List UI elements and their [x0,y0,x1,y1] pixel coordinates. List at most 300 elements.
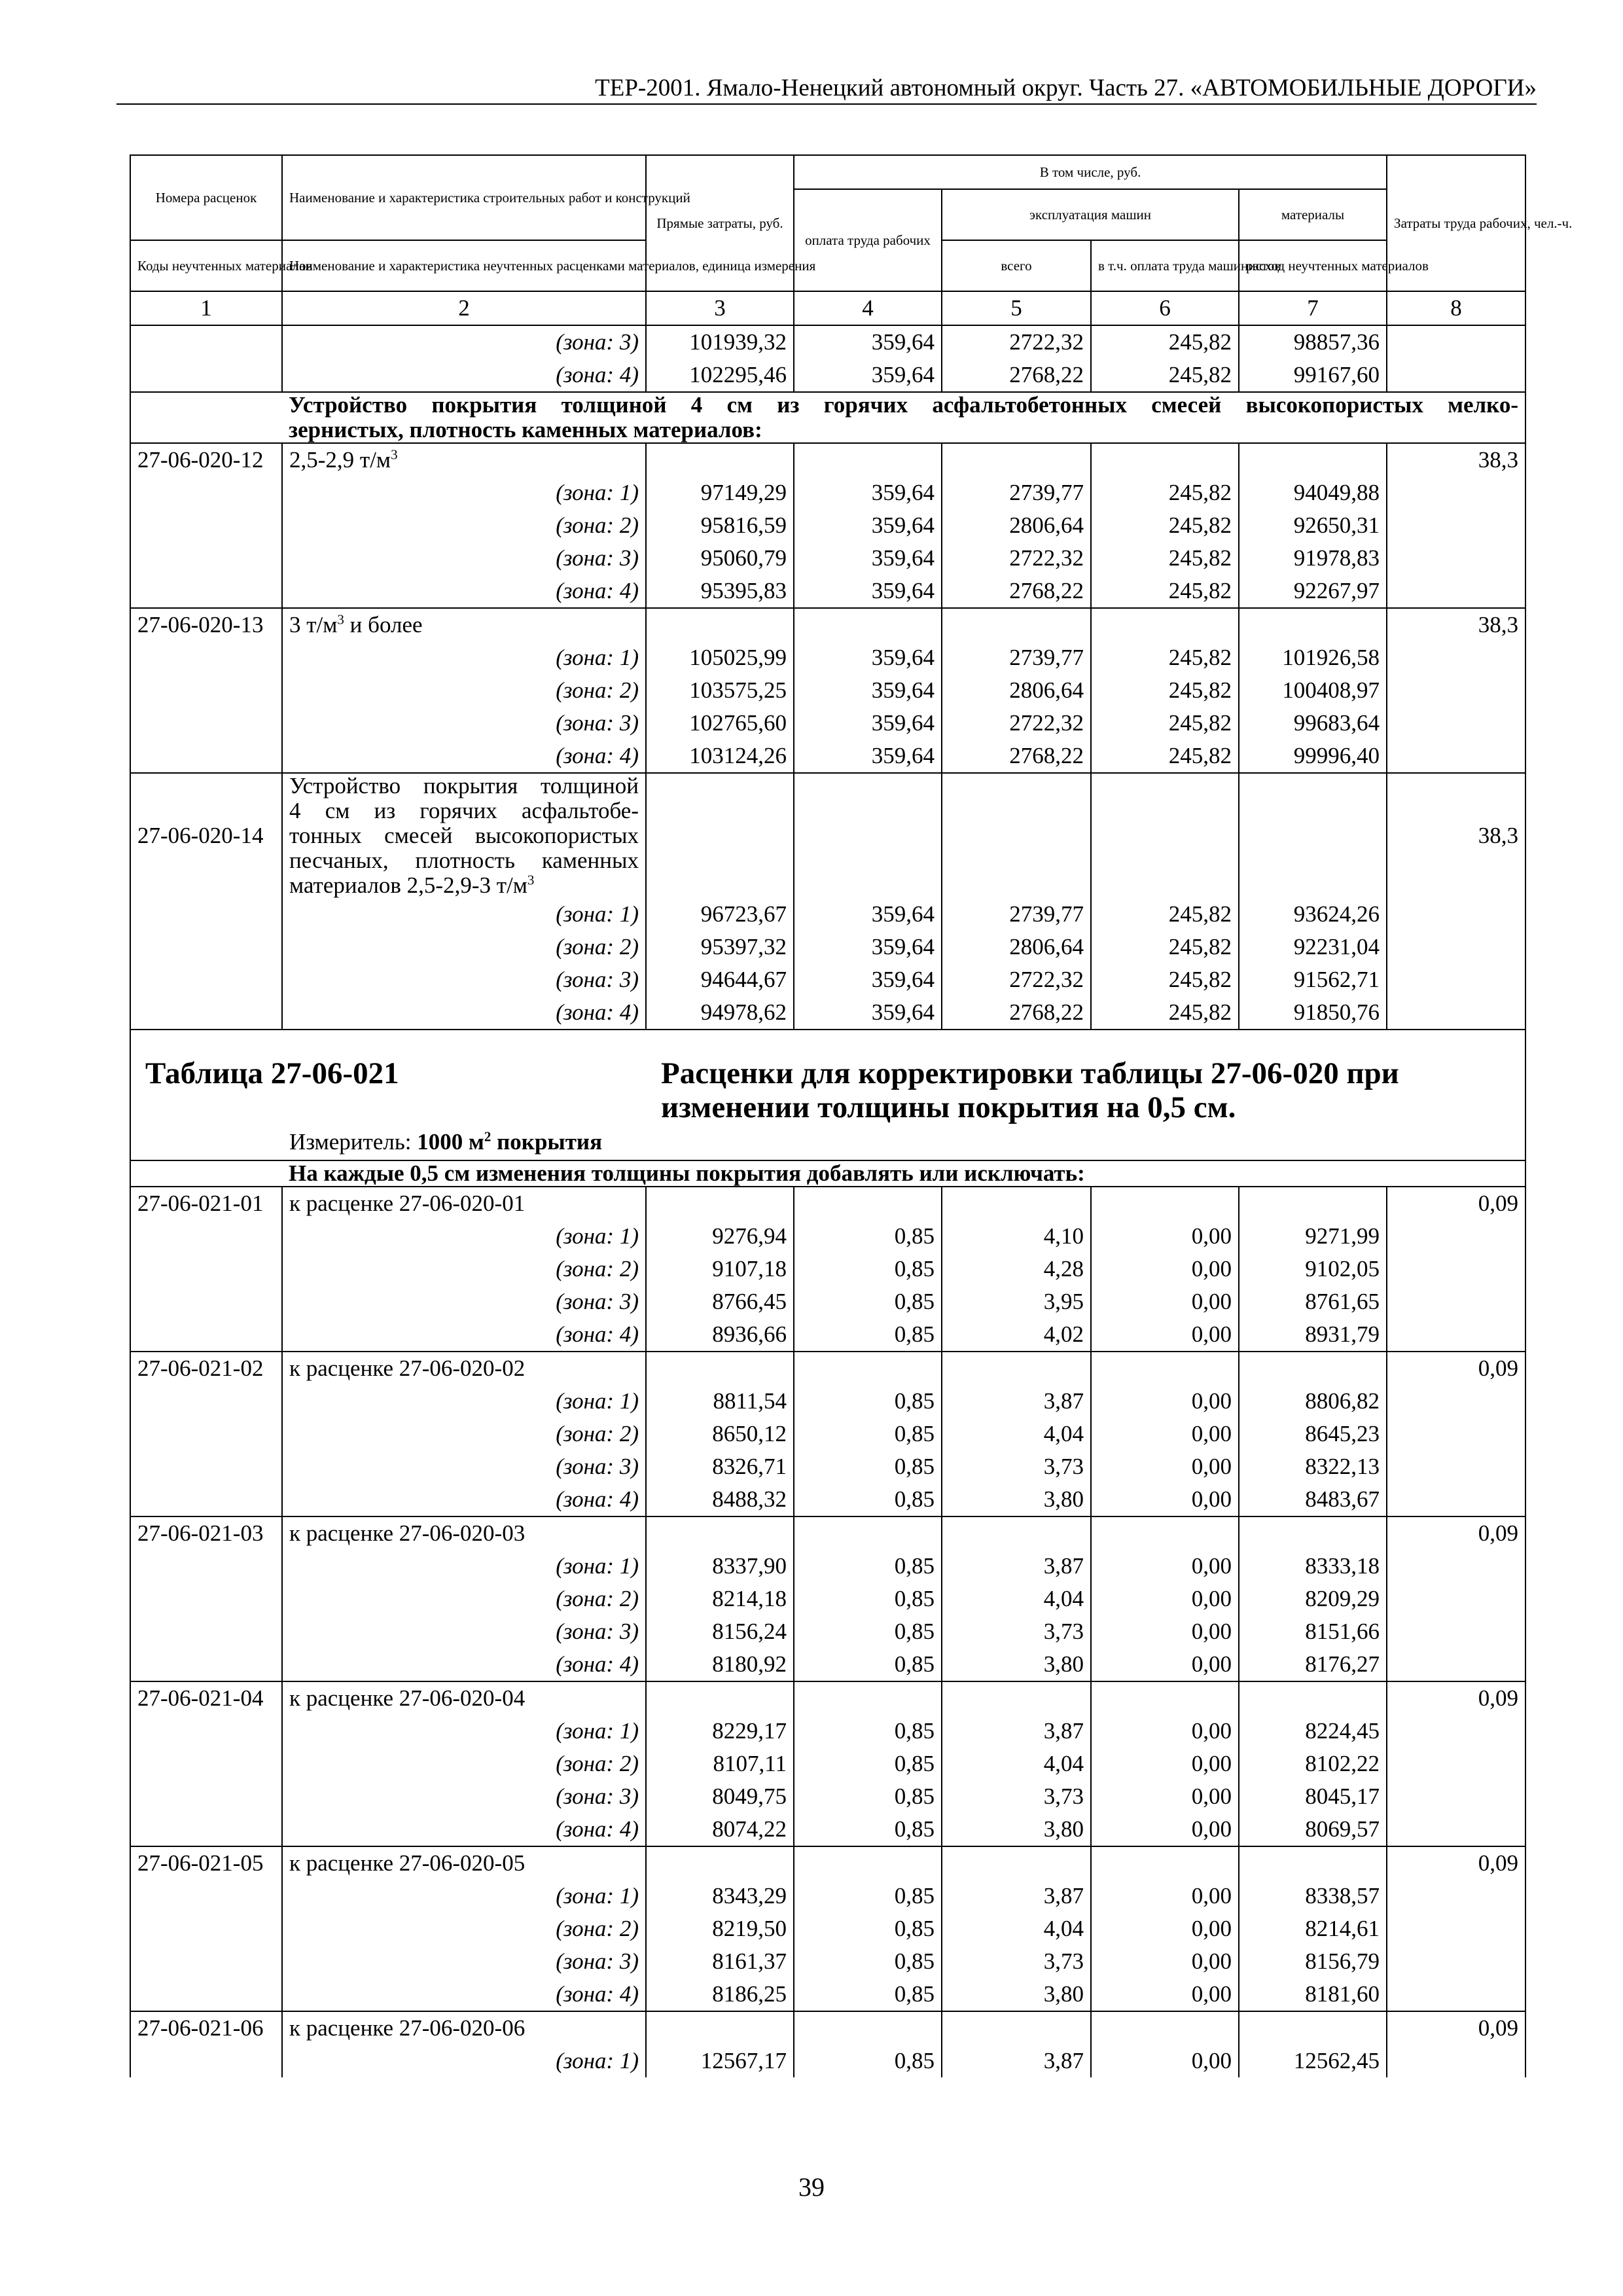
labor-empty [1387,641,1525,674]
direct-costs: 103124,26 [646,740,794,773]
direct-costs: 96723,67 [646,898,794,931]
table-title-wrap [137,1056,1518,1124]
table-row [130,1780,1525,1813]
labor-pay: 0,85 [794,1715,942,1748]
labor-empty [1387,2045,1525,2077]
rate-row [130,2011,1525,2045]
zone-label: (зона: 3) [282,707,646,740]
header-row [130,155,1525,189]
machines-total: 4,28 [942,1253,1091,1285]
machines-total: 3,87 [942,1550,1091,1583]
machinist-pay: 245,82 [1091,641,1239,674]
labor-empty [1387,1550,1525,1583]
header-unaccounted-name: Наименование и характеристика неучтенных расценками материалов, единица измерения [282,240,646,291]
meter-label: Измеритель: [289,1129,418,1155]
rate-code-empty [130,1418,282,1450]
labor-empty [1387,509,1525,542]
table-row [130,707,1525,740]
empty-cell [1239,1352,1387,1385]
empty-cell [794,1846,942,1880]
direct-costs: 97149,29 [646,476,794,509]
table-row [130,1583,1525,1615]
column-number: 3 [646,291,794,325]
rate-code-empty [130,1385,282,1418]
rate-code-empty [130,898,282,931]
zone-label: (зона: 3) [282,1450,646,1483]
header-rate-numbers: Номера расценок [130,155,282,240]
machinist-pay: 245,82 [1091,325,1239,359]
labor-pay: 359,64 [794,996,942,1030]
direct-costs: 95060,79 [646,542,794,575]
zone-label: (зона: 4) [282,359,646,392]
table-row [130,1715,1525,1748]
rate-code-empty [130,674,282,707]
direct-costs: 95397,32 [646,931,794,963]
machines-total: 3,73 [942,1780,1091,1813]
rate-name-line: тонных смесей высокопористых [289,823,639,848]
labor-cost: 38,3 [1387,773,1525,898]
zone-label: (зона: 4) [282,1483,646,1516]
materials-value: 8102,22 [1239,1748,1387,1780]
machinist-pay: 0,00 [1091,2045,1239,2077]
machinist-pay: 245,82 [1091,740,1239,773]
rate-name-text: к расценке 27-06-020-04 [289,1685,526,1711]
header-labor: Затраты труда рабочих, чел.-ч. [1387,155,1525,291]
direct-costs: 8156,24 [646,1615,794,1648]
direct-costs: 8107,11 [646,1748,794,1780]
direct-costs: 9107,18 [646,1253,794,1285]
machines-total: 3,73 [942,1450,1091,1483]
empty-cell [942,773,1091,898]
materials-value: 8224,45 [1239,1715,1387,1748]
direct-costs: 102295,46 [646,359,794,392]
rates-table [130,154,1573,2077]
empty-cell [794,2011,942,2045]
rate-name-line: песчаных, плотность каменных [289,848,639,873]
empty-cell [646,1846,794,1880]
labor-pay: 359,64 [794,325,942,359]
rate-name [282,1846,646,1880]
materials-value: 94049,88 [1239,476,1387,509]
machinist-pay: 245,82 [1091,898,1239,931]
machinist-pay: 0,00 [1091,1550,1239,1583]
rate-name [282,1352,646,1385]
labor-pay: 359,64 [794,509,942,542]
labor-empty [1387,325,1525,359]
table-row [130,674,1525,707]
empty-cell [942,1681,1091,1715]
materials-value: 8333,18 [1239,1550,1387,1583]
labor-pay: 0,85 [794,1813,942,1846]
table-row [130,1748,1525,1780]
empty-cell [942,1516,1091,1550]
labor-pay: 0,85 [794,2045,942,2077]
rate-code: 27-06-021-03 [130,1516,282,1550]
materials-value: 8156,79 [1239,1945,1387,1978]
direct-costs: 8161,37 [646,1945,794,1978]
labor-empty [1387,674,1525,707]
zone-label: (зона: 4) [282,996,646,1030]
zone-label: (зона: 3) [282,542,646,575]
rate-row [130,773,1525,898]
table-row [130,542,1525,575]
materials-value: 8338,57 [1239,1880,1387,1912]
machines-total: 3,87 [942,1385,1091,1418]
empty-cell [942,2011,1091,2045]
materials-value: 91562,71 [1239,963,1387,996]
machinist-pay: 0,00 [1091,1483,1239,1516]
labor-empty [1387,575,1525,608]
rate-code-empty [130,1253,282,1285]
rate-row [130,1187,1525,1220]
machines-total: 2806,64 [942,509,1091,542]
labor-empty [1387,1912,1525,1945]
section-title-line: На каждые 0,5 см изменения толщины покрытия добавлять или исключать: [289,1160,1085,1186]
machines-total: 3,87 [942,1880,1091,1912]
machinist-pay: 0,00 [1091,1220,1239,1253]
zone-label: (зона: 2) [282,674,646,707]
machines-total: 2768,22 [942,740,1091,773]
table-row [130,325,1525,359]
labor-cost: 0,09 [1387,1187,1525,1220]
empty-cell [942,1846,1091,1880]
empty-cell [1239,773,1387,898]
machinist-pay: 245,82 [1091,931,1239,963]
table-title-line: изменении толщины покрытия на 0,5 см. [661,1090,1236,1124]
labor-cost: 0,09 [1387,1516,1525,1550]
rate-code-empty [130,996,282,1030]
zone-label: (зона: 1) [282,2045,646,2077]
table-row [130,996,1525,1030]
labor-empty [1387,1780,1525,1813]
labor-pay: 359,64 [794,898,942,931]
zone-label: (зона: 3) [282,1285,646,1318]
machines-total: 3,87 [942,2045,1091,2077]
header-materials: материалы [1239,189,1387,240]
zone-label: (зона: 2) [282,1583,646,1615]
header-machinist-pay: в т.ч. оплата труда машинистов [1091,240,1239,291]
materials-value: 99683,64 [1239,707,1387,740]
empty-cell [130,1160,282,1187]
direct-costs: 8180,92 [646,1648,794,1681]
labor-empty [1387,1285,1525,1318]
machines-total: 2768,22 [942,996,1091,1030]
zone-label: (зона: 1) [282,1880,646,1912]
materials-value: 8645,23 [1239,1418,1387,1450]
empty-cell [1091,2011,1239,2045]
empty-cell [1239,1516,1387,1550]
labor-cost: 38,3 [1387,608,1525,641]
labor-pay: 359,64 [794,931,942,963]
machinist-pay: 0,00 [1091,1780,1239,1813]
section-title-line: Устройство покрытия толщиной 4 см из горячих асфальтобетонных смесей высокопористых мелко- [289,392,1519,418]
machines-total: 3,73 [942,1615,1091,1648]
machines-total: 3,80 [942,1813,1091,1846]
labor-pay: 359,64 [794,575,942,608]
rate-name-line: 4 см из горячих асфальтобе- [289,798,639,823]
rate-code-empty [130,1813,282,1846]
materials-value: 8214,61 [1239,1912,1387,1945]
zone-label: (зона: 3) [282,325,646,359]
header-machines: эксплуатация машин [942,189,1239,240]
direct-costs: 8214,18 [646,1583,794,1615]
direct-costs: 101939,32 [646,325,794,359]
table-row [130,575,1525,608]
machinist-pay: 0,00 [1091,1945,1239,1978]
labor-empty [1387,931,1525,963]
direct-costs: 8936,66 [646,1318,794,1352]
empty-cell [1091,1516,1239,1550]
materials-value: 101926,58 [1239,641,1387,674]
direct-costs: 102765,60 [646,707,794,740]
labor-pay: 0,85 [794,1318,942,1352]
machines-total: 2722,32 [942,963,1091,996]
table-title [661,1056,1399,1124]
empty-cell [646,608,794,641]
zone-label: (зона: 4) [282,575,646,608]
materials-value: 9102,05 [1239,1253,1387,1285]
table-row [130,1285,1525,1318]
labor-empty [1387,996,1525,1030]
rate-row [130,1681,1525,1715]
labor-pay: 359,64 [794,641,942,674]
header-incl: В том числе, руб. [794,155,1387,189]
rate-code-empty [130,1483,282,1516]
direct-costs: 8074,22 [646,1813,794,1846]
empty-cell [1091,773,1239,898]
empty-cell [1239,443,1387,476]
rate-name [282,443,646,476]
zone-label: (зона: 4) [282,1318,646,1352]
rate-row [130,1846,1525,1880]
zone-label: (зона: 1) [282,898,646,931]
materials-value: 99167,60 [1239,359,1387,392]
column-number: 4 [794,291,942,325]
direct-costs: 103575,25 [646,674,794,707]
machines-total: 4,02 [942,1318,1091,1352]
labor-pay: 0,85 [794,1253,942,1285]
empty-cell [942,608,1091,641]
table-row [130,1615,1525,1648]
rate-name-tail: и более [344,612,423,637]
labor-pay: 0,85 [794,1220,942,1253]
materials-value: 9271,99 [1239,1220,1387,1253]
labor-empty [1387,1450,1525,1483]
rate-code-empty [130,707,282,740]
table-row [130,1253,1525,1285]
materials-value: 8806,82 [1239,1385,1387,1418]
machinist-pay: 0,00 [1091,1648,1239,1681]
table-row [130,1220,1525,1253]
materials-value: 8483,67 [1239,1483,1387,1516]
empty-cell [794,773,942,898]
machines-total: 2768,22 [942,359,1091,392]
table-title-row [130,1030,1525,1160]
empty-cell [1091,1352,1239,1385]
machinist-pay: 0,00 [1091,1385,1239,1418]
column-number-row [130,291,1525,325]
rate-code-empty [130,1715,282,1748]
materials-value: 8931,79 [1239,1318,1387,1352]
zone-label: (зона: 1) [282,1385,646,1418]
rate-name-sup: 3 [527,872,535,888]
zone-label: (зона: 4) [282,1813,646,1846]
machinist-pay: 0,00 [1091,1978,1239,2011]
labor-empty [1387,476,1525,509]
empty-cell [130,392,282,443]
rate-code-empty [130,1978,282,2011]
table-label: Таблица 27-06-021 [145,1056,399,1090]
rate-code-empty [130,740,282,773]
meter-value [417,1129,602,1155]
zone-label: (зона: 1) [282,1715,646,1748]
labor-empty [1387,1220,1525,1253]
labor-pay: 359,64 [794,359,942,392]
empty-cell [646,2011,794,2045]
rate-code-empty [130,1285,282,1318]
header-labor-pay: оплата труда рабочих [794,189,942,291]
table-row [130,1912,1525,1945]
table-row [130,1418,1525,1450]
labor-empty [1387,542,1525,575]
labor-empty [1387,1880,1525,1912]
labor-pay: 0,85 [794,1550,942,1583]
labor-empty [1387,1583,1525,1615]
rate-code-empty [130,542,282,575]
table-row [130,476,1525,509]
materials-value: 8069,57 [1239,1813,1387,1846]
table-row [130,1648,1525,1681]
labor-pay: 0,85 [794,1978,942,2011]
empty-cell [646,773,794,898]
machinist-pay: 0,00 [1091,1813,1239,1846]
labor-empty [1387,707,1525,740]
meter-value-text: 1000 м [417,1129,484,1155]
machines-total: 3,95 [942,1285,1091,1318]
labor-pay: 0,85 [794,1583,942,1615]
table-row [130,1978,1525,2011]
machinist-pay: 245,82 [1091,996,1239,1030]
rate-name-text: к расценке 27-06-020-02 [289,1355,526,1381]
machinist-pay: 0,00 [1091,1318,1239,1352]
machines-total: 2722,32 [942,707,1091,740]
table-row [130,2045,1525,2077]
machines-total: 3,80 [942,1483,1091,1516]
labor-pay: 359,64 [794,476,942,509]
empty-cell [794,1681,942,1715]
materials-value: 8045,17 [1239,1780,1387,1813]
empty-cell [1091,443,1239,476]
machines-total: 4,04 [942,1748,1091,1780]
zone-label: (зона: 2) [282,1748,646,1780]
header-total: всего [942,240,1091,291]
rate-code-empty [130,1648,282,1681]
machinist-pay: 0,00 [1091,1880,1239,1912]
table-row [130,1450,1525,1483]
machines-total: 2806,64 [942,931,1091,963]
labor-pay: 0,85 [794,1945,942,1978]
materials-value: 92650,31 [1239,509,1387,542]
column-number: 7 [1239,291,1387,325]
rate-name-text: к расценке 27-06-020-01 [289,1191,526,1216]
zone-label: (зона: 3) [282,963,646,996]
table-row [130,898,1525,931]
table-row [130,963,1525,996]
zone-label: (зона: 2) [282,1253,646,1285]
rate-code: 27-06-021-06 [130,2011,282,2045]
meter-sup: 2 [484,1128,491,1145]
empty-cell [646,1681,794,1715]
meter-line [137,1124,1518,1160]
header-work-name: Наименование и характеристика строительных работ и конструкций [282,155,646,240]
rate-code-empty [130,641,282,674]
labor-empty [1387,1813,1525,1846]
header-codes: Коды неучтенных материалов [130,240,282,291]
machines-total: 2768,22 [942,575,1091,608]
page-number: 39 [798,2172,825,2202]
rate-name-line [289,873,639,898]
zone-label: (зона: 4) [282,1978,646,2011]
labor-pay: 0,85 [794,1418,942,1450]
empty-cell [794,1352,942,1385]
empty-cell [794,1187,942,1220]
machinist-pay: 0,00 [1091,1418,1239,1450]
direct-costs: 9276,94 [646,1220,794,1253]
materials-value: 8151,66 [1239,1615,1387,1648]
table-row [130,931,1525,963]
labor-pay: 0,85 [794,1483,942,1516]
rate-name [282,1681,646,1715]
rate-name-sup: 3 [337,611,344,628]
labor-pay: 0,85 [794,1385,942,1418]
rate-code: 27-06-021-04 [130,1681,282,1715]
materials-value: 93624,26 [1239,898,1387,931]
machines-total: 2739,77 [942,898,1091,931]
labor-cost: 0,09 [1387,1846,1525,1880]
rate-code-empty [130,509,282,542]
rate-name-text: 3 т/м [289,612,338,637]
labor-empty [1387,1615,1525,1648]
table-row [130,509,1525,542]
machines-total: 2739,77 [942,641,1091,674]
machines-total: 3,80 [942,1648,1091,1681]
machinist-pay: 245,82 [1091,359,1239,392]
direct-costs: 8186,25 [646,1978,794,2011]
empty-cell [1239,1187,1387,1220]
zone-label: (зона: 3) [282,1945,646,1978]
empty-cell [1091,1681,1239,1715]
empty-cell [646,1352,794,1385]
machinist-pay: 0,00 [1091,1253,1239,1285]
machines-total: 3,73 [942,1945,1091,1978]
empty-cell [1239,608,1387,641]
empty-cell [942,1352,1091,1385]
machinist-pay: 0,00 [1091,1583,1239,1615]
machines-total: 4,10 [942,1220,1091,1253]
labor-empty [1387,1253,1525,1285]
rate-name-text: материалов 2,5-2,9-3 т/м [289,872,527,898]
rate-code-empty [130,1880,282,1912]
machinist-pay: 0,00 [1091,1285,1239,1318]
direct-costs: 94978,62 [646,996,794,1030]
rate-code-empty [130,1450,282,1483]
labor-pay: 0,85 [794,1615,942,1648]
column-number: 1 [130,291,282,325]
materials-value: 92231,04 [1239,931,1387,963]
direct-costs: 8488,32 [646,1483,794,1516]
direct-costs: 8229,17 [646,1715,794,1748]
empty-cell [1239,1681,1387,1715]
